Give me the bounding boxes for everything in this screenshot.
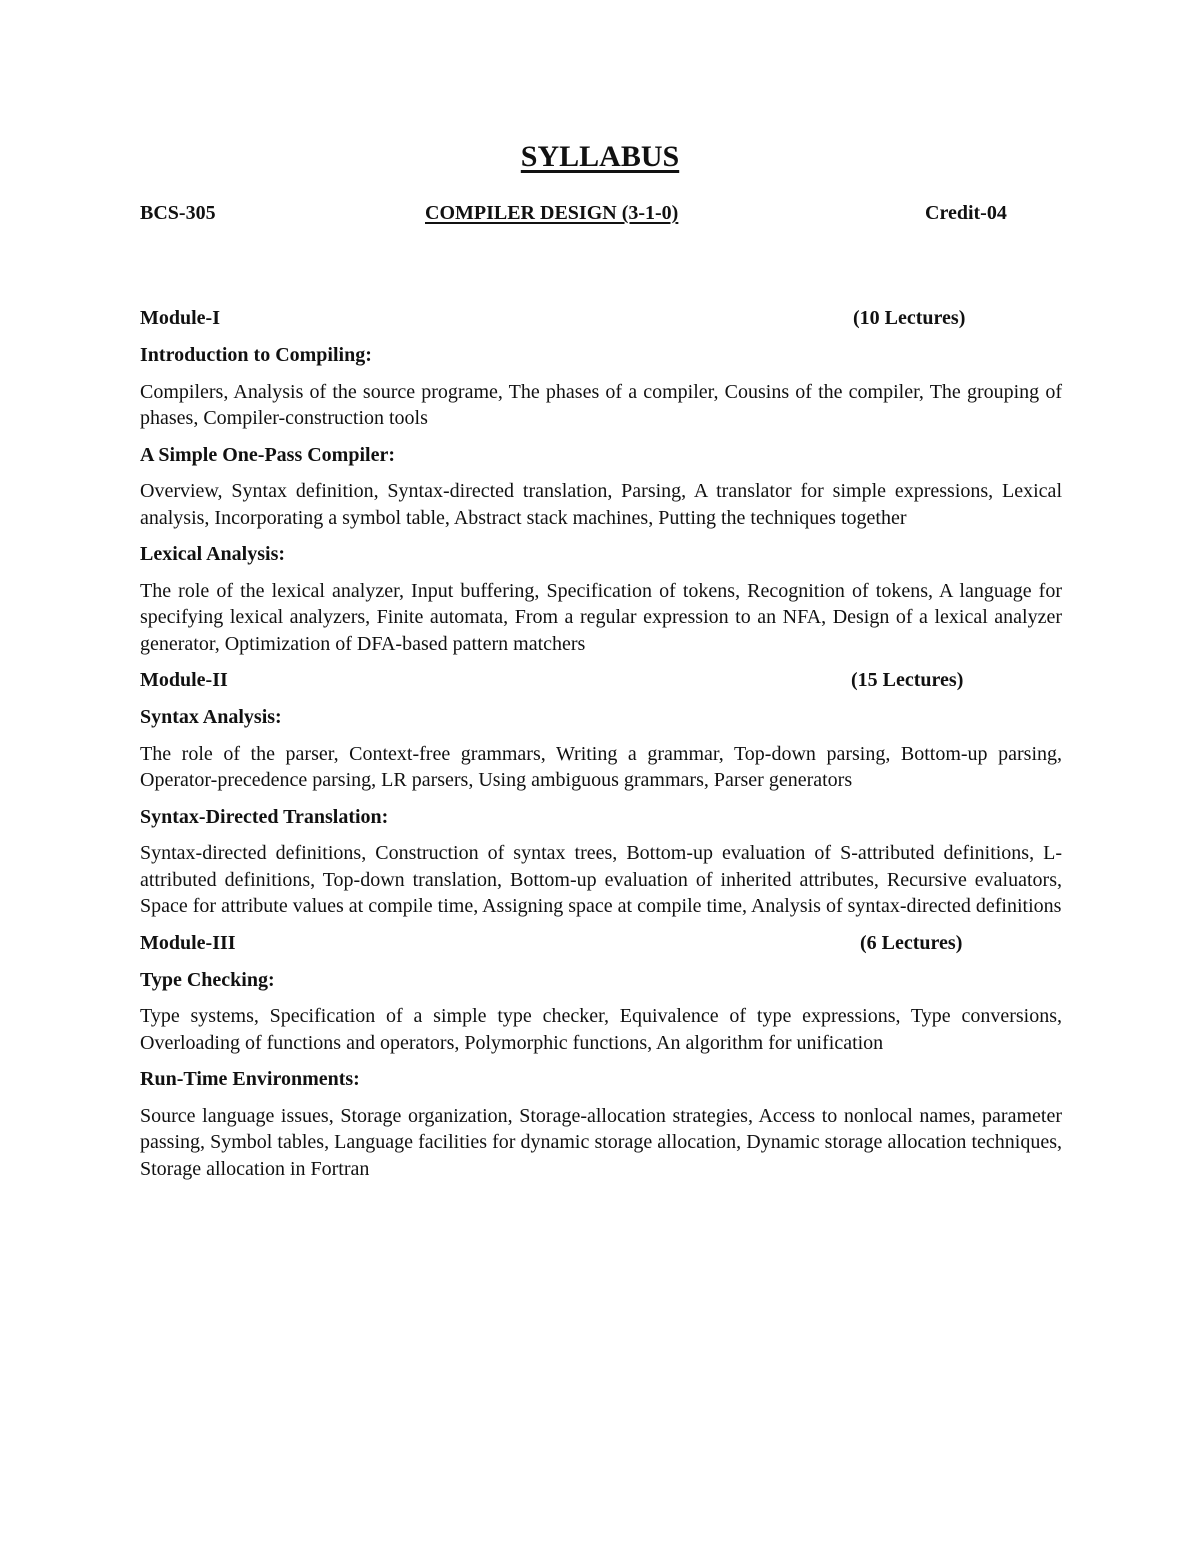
- module-lectures: (10 Lectures): [853, 307, 966, 329]
- module-header: [140, 930, 1062, 957]
- course-code: BCS-305: [140, 202, 216, 224]
- section-heading: Run-Time Environments:: [140, 1068, 360, 1090]
- module-header: [140, 305, 1062, 332]
- module-header: [140, 667, 1062, 694]
- section-heading: Lexical Analysis:: [140, 543, 286, 565]
- module-lectures: (15 Lectures): [851, 669, 964, 691]
- section-heading: Introduction to Compiling:: [140, 344, 372, 366]
- course-header: [140, 202, 1060, 232]
- section-text: Type systems, Specification of a simple type checker, Equivalence of type expressions, Type conversions, Overloading of functions and operators, Polymorphic functions, An algorithm for unification: [140, 1005, 1062, 1054]
- module-name: Module-I: [140, 307, 220, 329]
- section-text: Compilers, Analysis of the source programe, The phases of a compiler, Cousins of the compiler, The grouping of phases, Compiler-construction tools: [140, 380, 1062, 429]
- course-name: COMPILER DESIGN (3-1-0): [425, 202, 679, 224]
- section-text: Overview, Syntax definition, Syntax-directed translation, Parsing, A translator for simple expressions, Lexical analysis, Incorporating a symbol table, Abstract stack machines, Putting the techniques together: [140, 480, 1062, 529]
- module-name: Module-III: [140, 931, 236, 954]
- section-text: Source language issues, Storage organization, Storage-allocation strategies, Access to nonlocal names, parameter passing, Symbol tables, Language facilities for dynamic storage allocation, Dynamic storage allocation techniques, Storage allocation in Fortran: [140, 1104, 1062, 1180]
- module-lectures: (6 Lectures): [860, 931, 963, 954]
- section-heading: Syntax Analysis:: [140, 706, 282, 728]
- section-heading: Type Checking:: [140, 968, 275, 991]
- course-credit: Credit-04: [925, 202, 1007, 224]
- section-heading: A Simple One-Pass Compiler:: [140, 443, 395, 466]
- section-text: Syntax-directed definitions, Construction of syntax trees, Bottom-up evaluation of S-attributed definitions, L-attributed definitions, Top-down translation, Bottom-up evaluation of inherited attributes, Recursive evaluators, Space for attribute values at compile time, Assigning space at compile time, Analysis of syntax-directed definitions: [140, 842, 1062, 917]
- page-title: SYLLABUS: [520, 140, 680, 173]
- section-text: The role of the lexical analyzer, Input buffering, Specification of tokens, Recognition of tokens, A language for specifying lexical analyzers, Finite automata, From a regular expression to an NFA, Design of a lexical analyzer generator, Optimization of DFA-based pattern matchers: [140, 579, 1062, 655]
- module-name: Module-II: [140, 669, 228, 691]
- section-text: The role of the parser, Context-free grammars, Writing a grammar, Top-down parsing, Bottom-up parsing, Operator-precedence parsing, LR parsers, Using ambiguous grammars, Parser generators: [140, 742, 1062, 791]
- section-heading: Syntax-Directed Translation:: [140, 805, 389, 828]
- syllabus-body: [140, 305, 1062, 1192]
